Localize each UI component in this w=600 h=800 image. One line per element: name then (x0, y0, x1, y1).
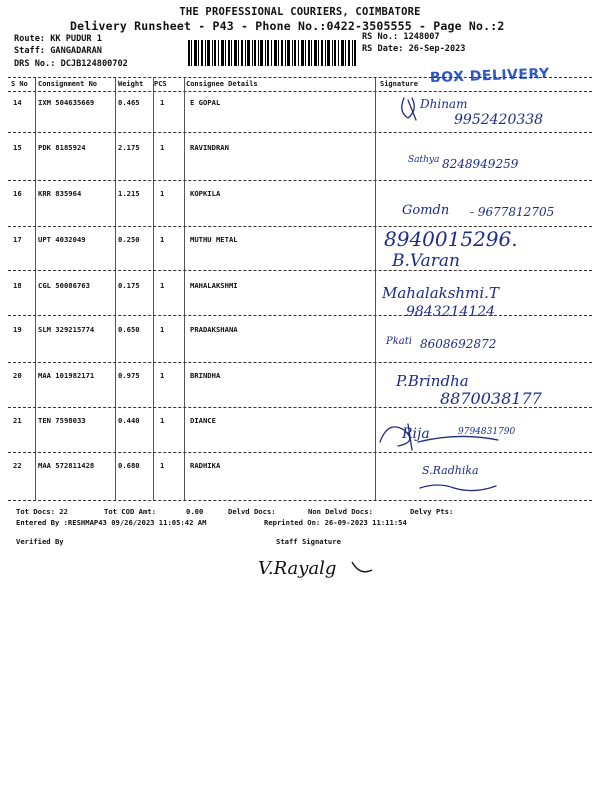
row-sno: 15 (13, 143, 22, 152)
route-label: Route: KK PUDUR 1 (14, 34, 102, 44)
total-docs: Tot Docs: 22 (16, 507, 68, 516)
signature-name: Mahalakshmi.T (382, 284, 499, 302)
row-consignee: MUTHU METAL (190, 235, 238, 244)
drs-label: DRS No.: DCJB124800702 (14, 59, 128, 69)
verified-by-label: Verified By (16, 537, 64, 546)
rs-date: RS Date: 26-Sep-2023 (362, 44, 466, 54)
col-consignment: Consignment No (38, 80, 98, 88)
delivered-docs: Delvd Docs: (228, 507, 276, 516)
row-weight: 0.975 (118, 371, 140, 380)
row-weight: 2.175 (118, 143, 140, 152)
row-pcs: 1 (160, 143, 165, 152)
col-divider (184, 78, 185, 501)
row-divider (8, 500, 592, 501)
signature-name: B.Varan (392, 251, 460, 271)
row-pcs: 1 (160, 189, 165, 198)
col-sno: S No (11, 80, 28, 88)
row-consignee: E GOPAL (190, 98, 221, 107)
row-consignee: MAHALAKSHMI (190, 281, 238, 290)
row-pcs: 1 (160, 98, 165, 107)
staff-label: Staff: GANGADARAN (14, 46, 102, 56)
signature-flourish (352, 562, 372, 572)
staff-signature-label: Staff Signature (276, 537, 341, 546)
row-sno: 17 (13, 235, 22, 244)
staff-signature-ink: V.Rayalg (258, 558, 337, 579)
row-pcs: 1 (160, 416, 165, 425)
row-sno: 18 (13, 281, 22, 290)
col-pcs: PCS (154, 80, 167, 88)
row-sno: 20 (13, 371, 22, 380)
signature-name: Pkati (386, 336, 412, 347)
signature-column (378, 90, 592, 500)
row-weight: 0.440 (118, 416, 140, 425)
row-pcs: 1 (160, 325, 165, 334)
col-signature: Signature (380, 80, 418, 88)
row-consignee: BRINDHA (190, 371, 221, 380)
row-consignment: MAA 101982171 (38, 371, 95, 380)
signature-name: P.Brindha (396, 372, 469, 390)
signature-name: Sathya (408, 155, 440, 165)
row-sno: 16 (13, 189, 22, 198)
delivery-points: Delvy Pts: (410, 507, 454, 516)
signature-scribble (420, 485, 496, 491)
entered-by: Entered By :RESHMAP43 09/26/2023 11:05:42 AM (16, 518, 207, 527)
row-sno: 19 (13, 325, 22, 334)
signature-name: Rija (402, 426, 430, 442)
signature-phone: 8870038177 (440, 389, 542, 408)
col-consignee: Consignee Details (186, 80, 258, 88)
signature-phone: 8608692872 (420, 337, 497, 351)
rs-number: RS No.: 1248007 (362, 32, 440, 42)
row-weight: 0.250 (118, 235, 140, 244)
runsheet-subtitle: Delivery Runsheet - P43 - Phone No.:0422-3505555 - Page No.:2 (70, 19, 505, 33)
row-consignment: CGL 50086763 (38, 281, 90, 290)
col-divider (153, 78, 154, 501)
row-consignment: SLM 329215774 (38, 325, 95, 334)
signature-scribble (402, 98, 416, 120)
row-consignee: RADHIKA (190, 461, 221, 470)
row-sno: 14 (13, 98, 22, 107)
col-divider (35, 78, 36, 501)
row-sno: 21 (13, 416, 22, 425)
row-weight: 0.465 (118, 98, 140, 107)
company-title: THE PROFESSIONAL COURIERS, COIMBATORE (179, 6, 421, 18)
row-pcs: 1 (160, 371, 165, 380)
row-consignee: KOPKILA (190, 189, 221, 198)
row-weight: 0.175 (118, 281, 140, 290)
header-top-rule (8, 77, 592, 78)
signature-phone: 9794831790 (458, 427, 516, 437)
total-cod-label: Tot COD Amt: (104, 507, 156, 516)
row-consignment: IXM 504635669 (38, 98, 95, 107)
signature-name: S.Radhika (422, 464, 479, 477)
signature-phone: 8248949259 (442, 157, 519, 171)
reprinted-on: Reprinted On: 26-09-2023 11:11:54 (264, 518, 407, 527)
row-weight: 0.680 (118, 461, 140, 470)
row-consignment: KRR 835964 (38, 189, 82, 198)
row-pcs: 1 (160, 461, 165, 470)
signature-name: Dhinam (420, 97, 468, 111)
row-sno: 22 (13, 461, 22, 470)
row-pcs: 1 (160, 235, 165, 244)
staff-signature (252, 546, 392, 586)
row-consignment: UPT 4032049 (38, 235, 86, 244)
signature-phone: 9843214124 (406, 304, 496, 320)
total-cod-value: 0.00 (186, 507, 204, 516)
row-weight: 1.215 (118, 189, 140, 198)
row-consignee: RAVINDRAN (190, 143, 229, 152)
signature-phone: 9952420338 (454, 112, 544, 128)
signature-phone: 8940015296. (384, 227, 518, 251)
row-consignee: PRADAKSHANA (190, 325, 238, 334)
box-delivery-stamp: BOX DELIVERY (429, 65, 550, 87)
signature-scribble (418, 436, 498, 442)
row-consignment: TEN 7598033 (38, 416, 86, 425)
non-delivered-docs: Non Delvd Docs: (308, 507, 373, 516)
signature-name: Gomdn (402, 203, 450, 218)
col-weight: Weight (118, 80, 144, 88)
col-divider (115, 78, 116, 501)
barcode (188, 40, 356, 66)
col-divider (375, 78, 376, 501)
row-weight: 0.650 (118, 325, 140, 334)
signature-phone: - 9677812705 (470, 205, 555, 219)
row-consignee: DIANCE (190, 416, 216, 425)
row-consignment: PDK 8185924 (38, 143, 86, 152)
row-pcs: 1 (160, 281, 165, 290)
row-consignment: MAA 572811428 (38, 461, 95, 470)
